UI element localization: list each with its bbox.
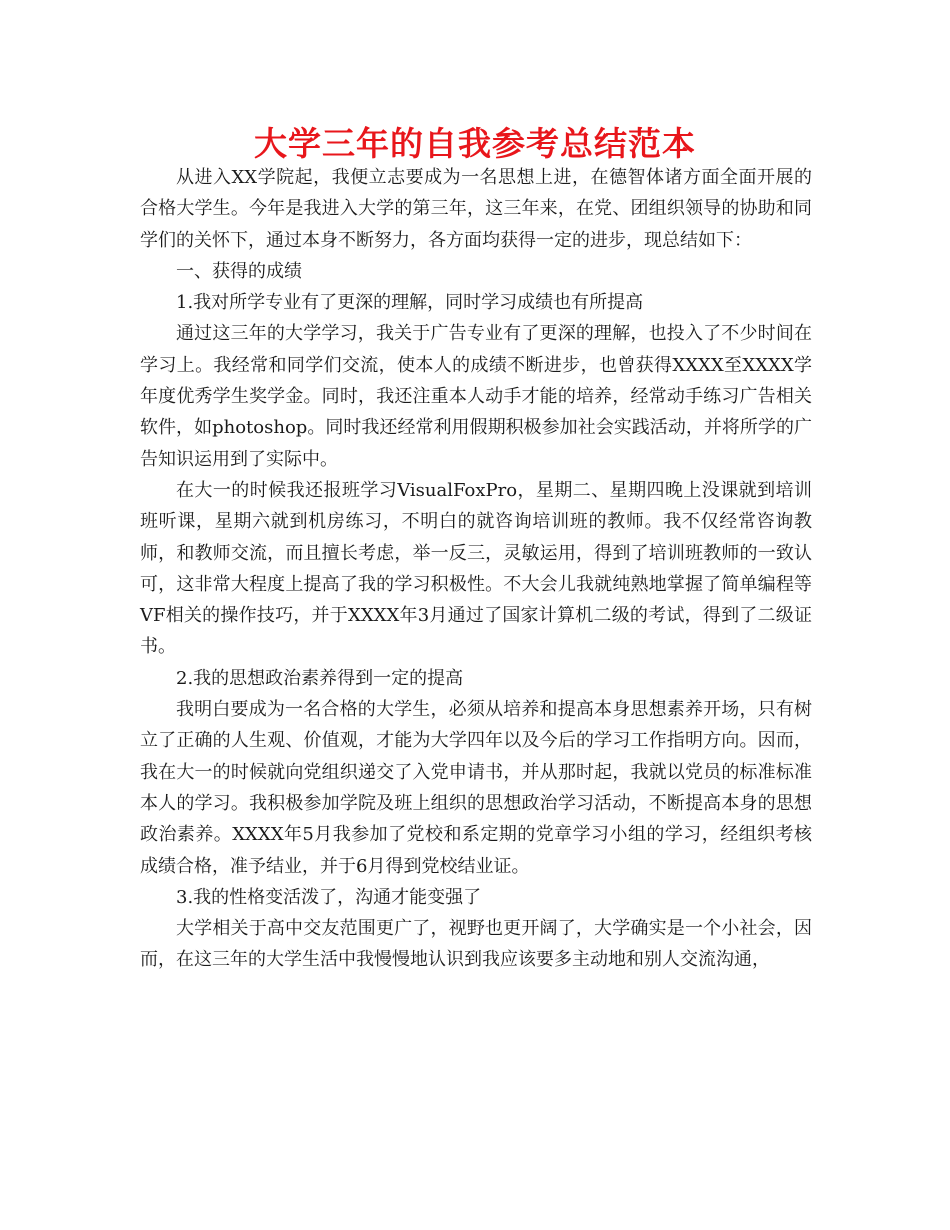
subheading-personality: 3.我的性格变活泼了，沟通才能变强了	[176, 886, 482, 908]
paragraph-party-application: 我明白要成为一名合格的大学生，必须从培养和提高本身思想素养开场，只有树立了正确的人生观、价值观，才能为大学四年以及今后的学习工作指明方向。因而，我在大一的时候就向党组织递交了入党申请书，并从那时起，我就以党员的标准标准本人的学习。我积极参加学院及班上组织的思想政治学习活动，不断提高本身的思想政治素养。XXXX年5月我参加了党校和系定期的党章学习小组的学习，经组织考核成绩合格，准予结业，并于6月得到党校结业证。	[140, 699, 812, 877]
document-body	[140, 162, 812, 976]
subheading-professional-understanding: 1.我对所学专业有了更深的理解，同时学习成绩也有所提高	[176, 292, 644, 314]
paragraph-social-life: 大学相关于高中交友范围更广了，视野也更开阔了，大学确实是一个小社会，因而，在这三年的大学生活中我慢慢地认识到我应该要多主动地和别人交流沟通，	[140, 918, 812, 971]
paragraph-intro: 从进入XX学院起，我便立志要成为一名思想上进，在德智体诸方面全面开展的合格大学生。今年是我进入大学的第三年，这三年来，在党、团组织领导的协助和同学们的关怀下，通过本身不断努力，各方面均获得一定的进步，现总结如下：	[140, 167, 812, 251]
section-heading-achievements: 一、获得的成绩	[176, 260, 302, 282]
paragraph-visualfoxpro: 在大一的时候我还报班学习VisualFoxPro，星期二、星期四晚上没课就到培训班听课，星期六就到机房练习，不明白的就咨询培训班的教师。我不仅经常咨询教师，和教师交流，而且擅长考虑，举一反三，灵敏运用，得到了培训班教师的一致认可，这非常大程度上提高了我的学习积极性。不大会儿我就纯熟地掌握了简单编程等VF相关的操作技巧，并于XXXX年3月通过了国家计算机二级的考试，得到了二级证书。	[140, 479, 812, 658]
subheading-political-quality: 2.我的思想政治素养得到一定的提高	[176, 667, 464, 689]
document-title: 大学三年的自我参考总结范本	[254, 124, 696, 163]
paragraph-advertising-study: 通过这三年的大学学习，我关于广告专业有了更深的理解，也投入了不少时间在学习上。我经常和同学们交流，使本人的成绩不断进步，也曾获得XXXX至XXXX学年度优秀学生奖学金。同时，我还注重本人动手才能的培养，经常动手练习广告相关软件，如photoshop。同时我还经常利用假期积极参加社会实践活动，并将所学的广告知识运用到了实际中。	[140, 323, 812, 470]
